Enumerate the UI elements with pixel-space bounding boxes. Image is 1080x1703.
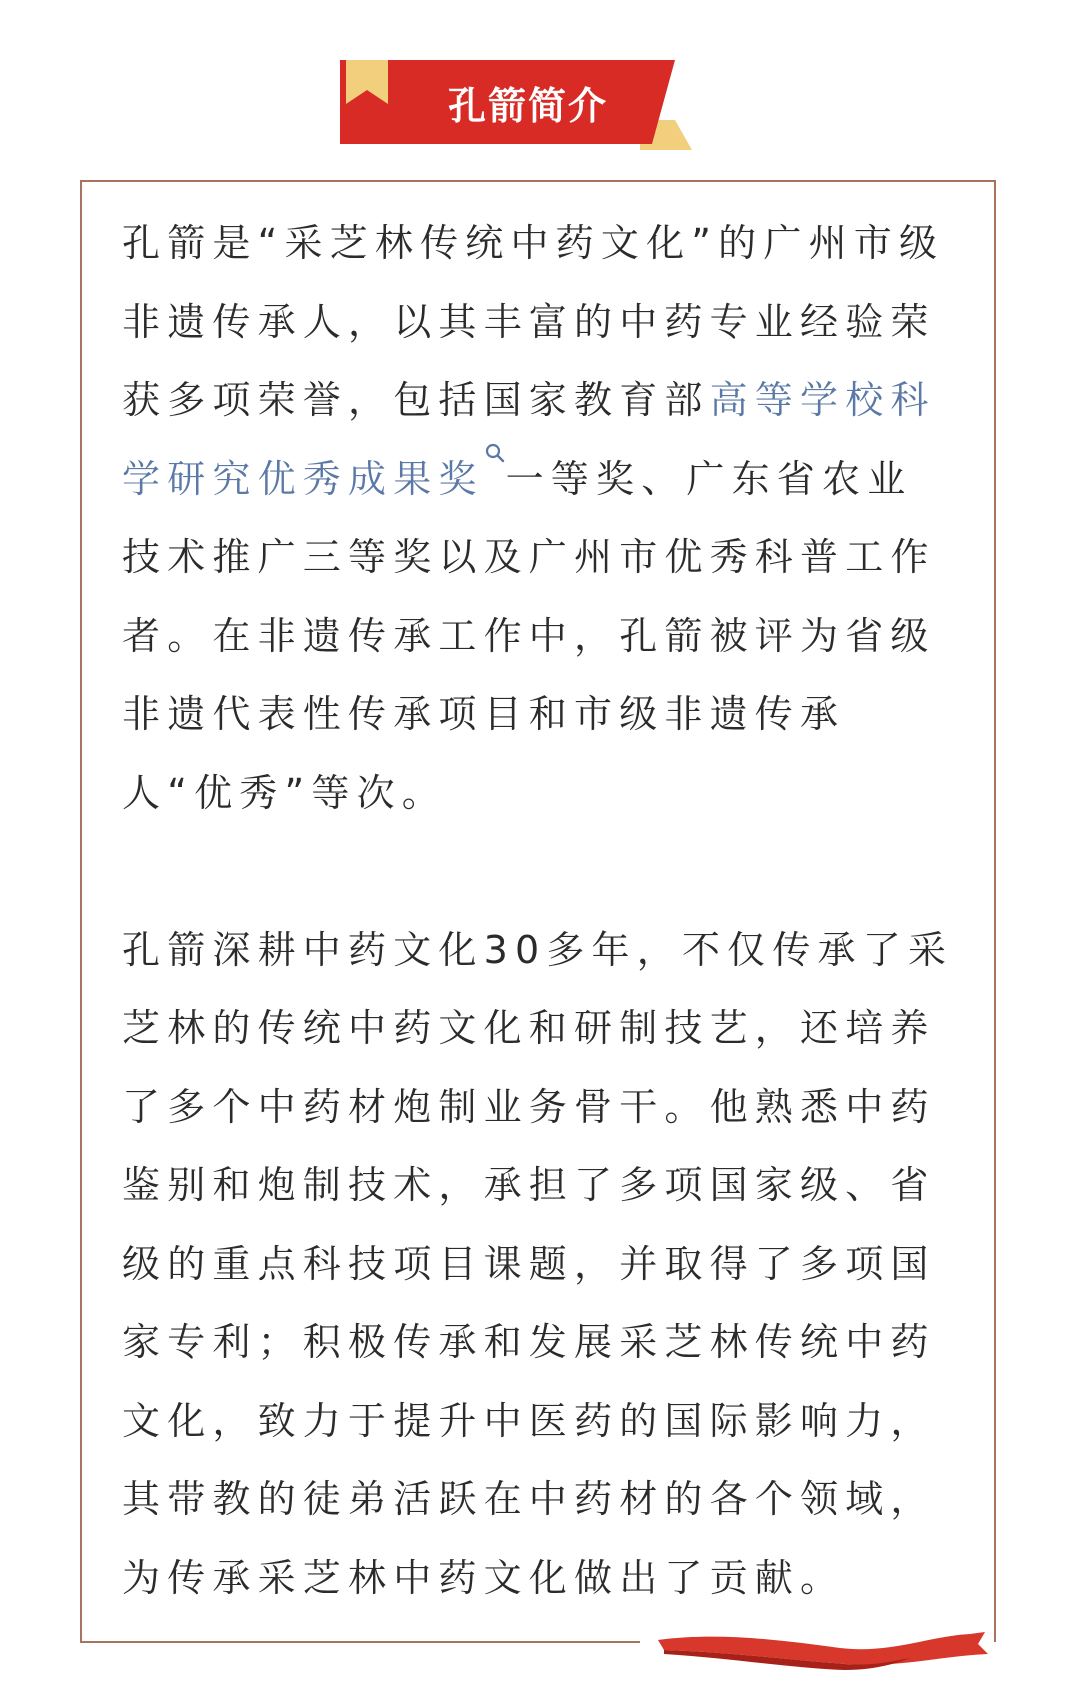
title-banner xyxy=(340,60,760,156)
search-icon[interactable] xyxy=(484,440,506,480)
box-bottom-border xyxy=(80,1641,640,1643)
paragraph-career: 孔箭深耕中药文化30多年，不仅传承了采芝林的传统中药文化和研制技艺，还培养了多个中药材炮制业务骨干。他熟悉中药鉴别和炮制技术，承担了多项国家级、省级的重点科技项目课题，并取得了多项国家专利；积极传承和发展采芝林传统中药文化，致力于提升中医药的国际影响力，其带教的徒弟活跃在中药材的各个领域，为传承采芝林中药文化做出了贡献。 xyxy=(122,927,954,1600)
ribbon-decoration xyxy=(640,1610,1040,1680)
paragraph-honors xyxy=(122,204,954,832)
intro-text xyxy=(122,204,954,1617)
award-link[interactable]: 高等学校科学研究优秀成果奖 xyxy=(122,378,936,501)
paragraph-text: 一等奖、广东省农业技术推广三等奖以及广州市优秀科普工作者。在非遗传承工作中，孔箭被评为省级非遗代表性传承项目和市级非遗传承人“优秀”等次。 xyxy=(122,456,936,815)
page-title: 孔箭简介 xyxy=(448,84,609,128)
intro-text-box xyxy=(80,180,996,1642)
paragraph-text: 孔箭是“采芝林传统中药文化”的广州市级非遗传承人，以其丰富的中药专业经验荣获多项荣誉，包括国家教育部 xyxy=(122,221,945,422)
